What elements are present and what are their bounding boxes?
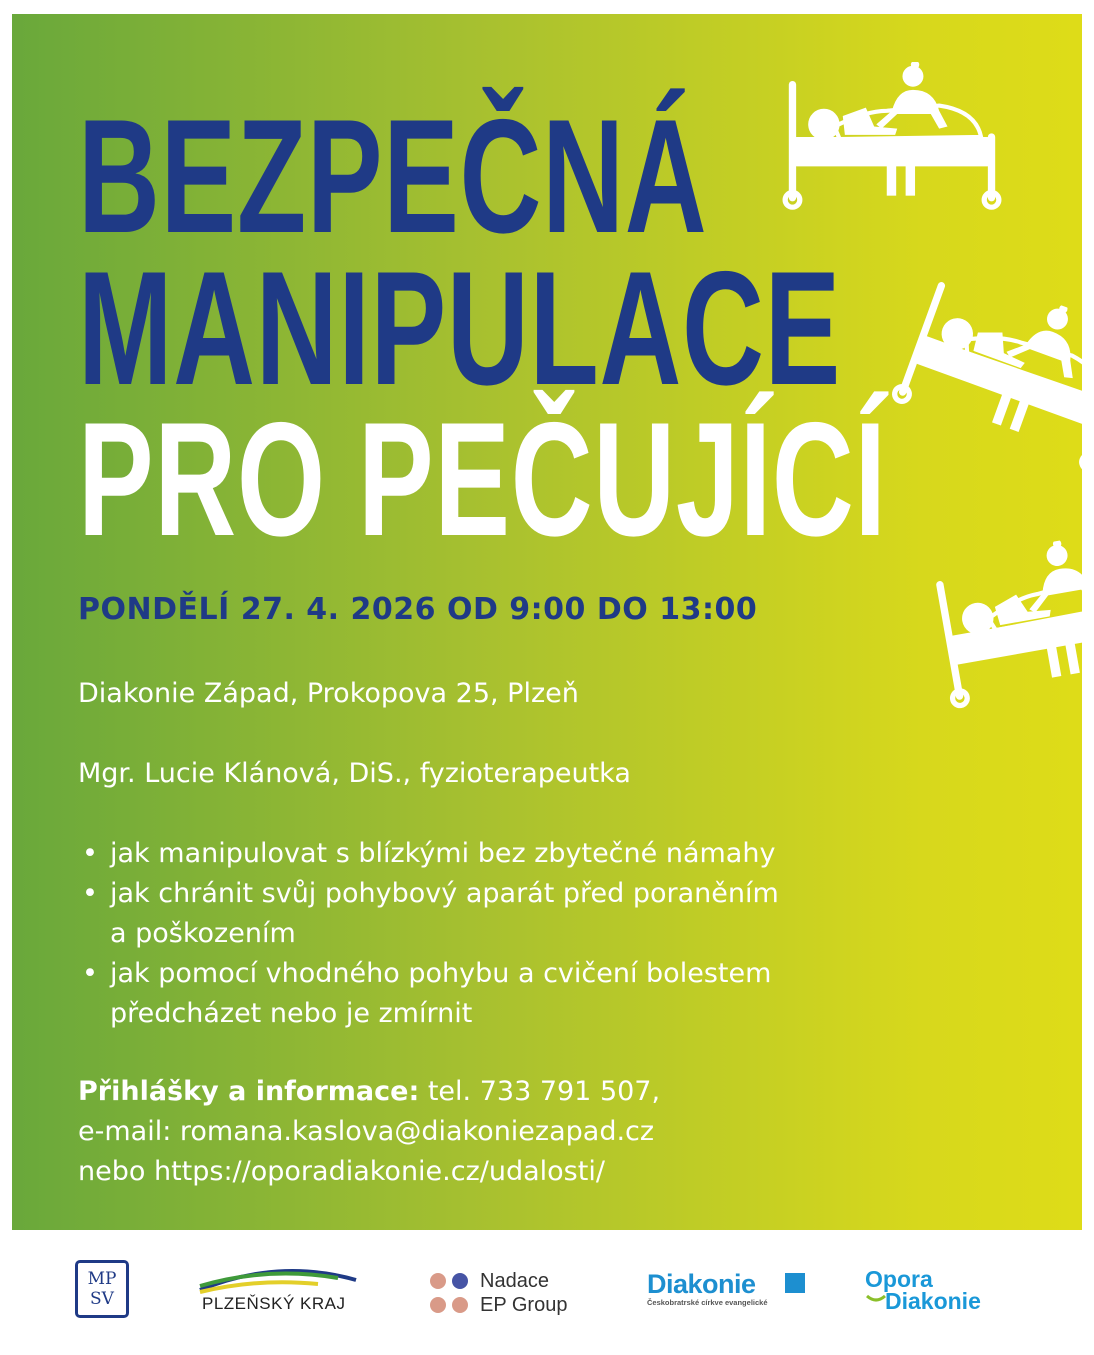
contact-web[interactable]: nebo https://oporadiakonie.cz/udalosti/ [78,1156,605,1187]
title-line-2: MANIPULACE [78,238,841,419]
ep-group-text: EP Group [480,1294,568,1316]
opora-diakonie-logo [865,1268,1025,1323]
plzensky-kraj-logo [198,1264,358,1320]
diakonie-cce-logo [647,1270,817,1320]
mpsv-logo-text: SV [90,1289,114,1309]
nadace-ep-group-logo [430,1270,590,1320]
topics-list [78,834,779,1034]
sponsor-logos [0,1230,1094,1355]
contact-phone: tel. 733 791 507, [419,1076,661,1107]
contact-label: Přihlášky a informace: [78,1076,420,1107]
caregiver-patient-bed-icon [926,526,1082,712]
topic-item: • jak pomocí vhodného pohybu a cvičení bolestem předcházet nebo je zmírnit [78,954,779,1034]
topic-item: • jak manipulovat s blízkými bez zbytečné námahy [78,834,779,874]
opora-text: Opora [865,1266,933,1292]
title-line-3: PRO PEČUJÍCÍ [78,389,887,570]
mpsv-logo [75,1260,129,1318]
opora-diakonie-text: Diakonie [885,1288,981,1314]
plzensky-kraj-text: PLZEŇSKÝ KRAJ [202,1294,346,1313]
diakonie-subtitle: Českobratrské církve evangelické [647,1298,768,1307]
contact-email[interactable]: e-mail: romana.kaslova@diakoniezapad.cz [78,1116,655,1147]
smile-icon [865,1294,887,1304]
plzensky-kraj-arc-icon [198,1264,358,1294]
diakonie-name: Diakonie [647,1269,756,1299]
event-lecturer: Mgr. Lucie Klánová, DiS., fyzioterapeutka [78,758,631,789]
title-line-1: BEZPEČNÁ [78,86,708,267]
caregiver-patient-bed-icon [782,62,1002,212]
contact-info [78,1072,660,1192]
poster [12,14,1082,1230]
caregiver-patient-bed-icon [888,261,1082,477]
nadace-text: Nadace [480,1270,549,1292]
event-date: PONDĚLÍ 27. 4. 2026 OD 9:00 DO 13:00 [78,592,758,627]
chalice-cross-icon [785,1273,805,1293]
topic-item: • jak chránit svůj pohybový aparát před poraněním a poškozením [78,874,779,954]
event-venue: Diakonie Západ, Prokopova 25, Plzeň [78,678,579,709]
mpsv-logo-text: MP [87,1269,117,1289]
